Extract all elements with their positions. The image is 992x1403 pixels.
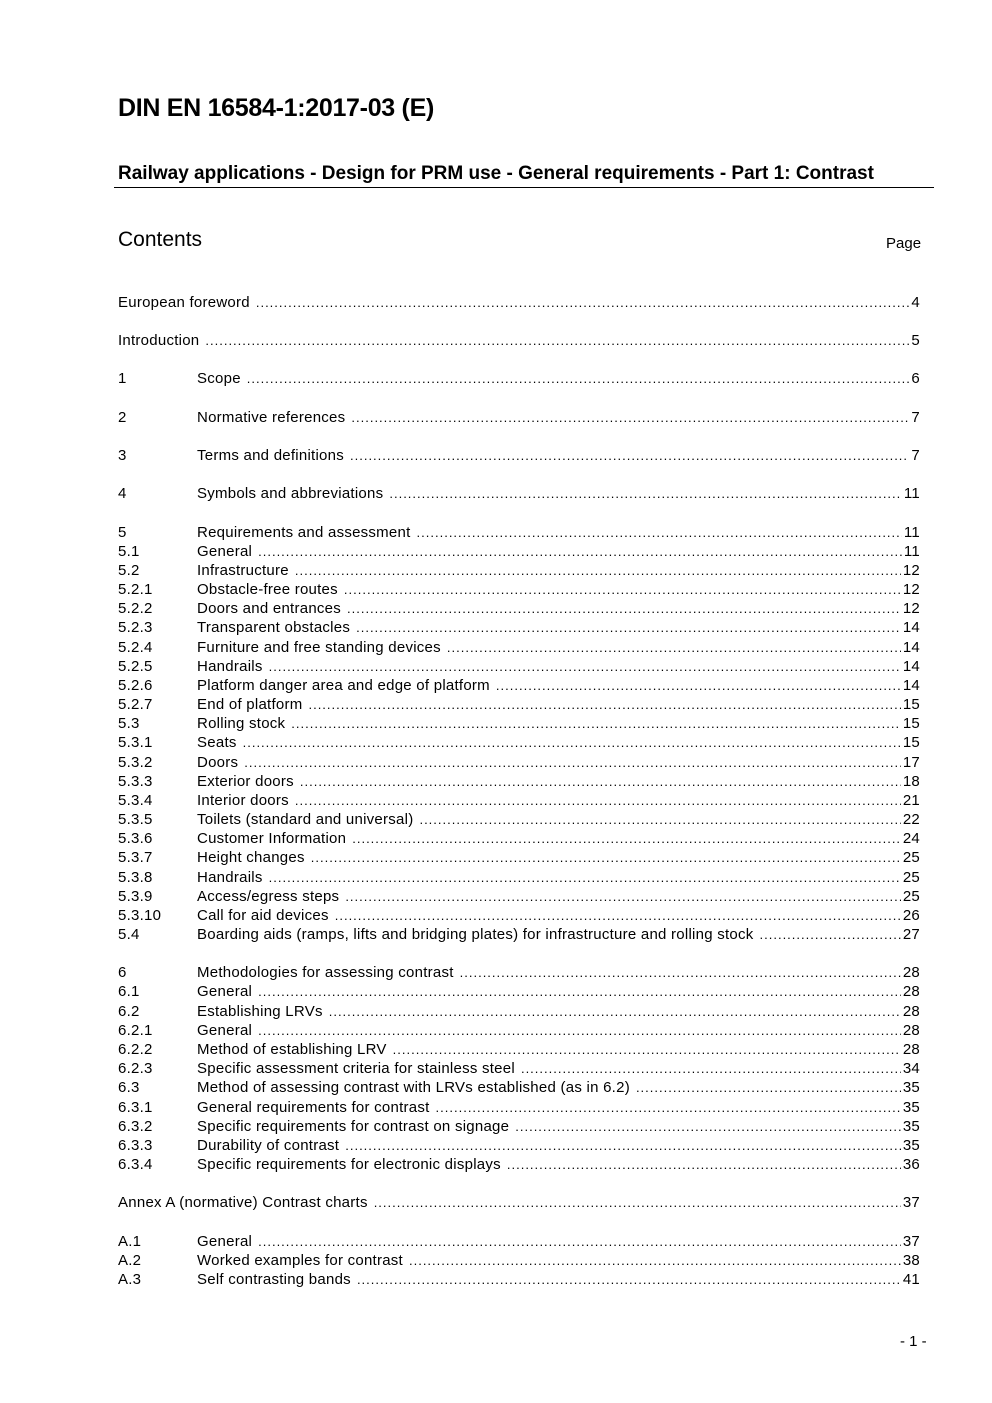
toc-entry-page: 25 [902, 869, 920, 886]
toc-entry-number: 5.2 [118, 562, 140, 579]
toc-entry[interactable] [118, 1136, 920, 1155]
toc-entry[interactable] [118, 1232, 920, 1251]
toc-entry-number: 3 [118, 447, 127, 464]
toc-dot-leader [300, 772, 901, 791]
toc-entry[interactable] [118, 293, 920, 312]
toc-dot-leader [350, 446, 909, 465]
toc-entry-title: Annex A (normative) Contrast charts [118, 1194, 368, 1211]
toc-entry[interactable] [118, 695, 920, 714]
toc-entry-title: Method of establishing LRV [197, 1041, 387, 1058]
toc-entry-number: 4 [118, 485, 127, 502]
toc-entry-page: 28 [902, 1003, 920, 1020]
toc-entry-title: Normative references [197, 409, 346, 426]
toc-entry-title: Access/egress steps [197, 888, 340, 905]
toc-entry[interactable] [118, 714, 920, 733]
toc-entry-title: General [197, 543, 253, 560]
toc-entry-page: 4 [911, 294, 920, 311]
toc-entry-number: 5.3 [118, 715, 140, 732]
toc-dot-leader [335, 906, 901, 925]
toc-entry-page: 7 [911, 447, 920, 464]
toc-entry-number: 5.3.1 [118, 734, 153, 751]
toc-entry-number: 5.2.3 [118, 619, 153, 636]
toc-entry-title: Call for aid devices [197, 907, 329, 924]
toc-entry-number: 6.2.1 [118, 1022, 153, 1039]
toc-entry-page: 38 [902, 1252, 920, 1269]
toc-entry-title: Terms and definitions [197, 447, 344, 464]
toc-entry[interactable] [118, 848, 920, 867]
toc-entry-page: 18 [902, 773, 920, 790]
toc-entry-page: 28 [902, 1022, 920, 1039]
toc-entry-page: 36 [902, 1156, 920, 1173]
toc-entry[interactable] [118, 1059, 920, 1078]
toc-entry-page: 24 [902, 830, 920, 847]
toc-entry-number: 5.2.5 [118, 658, 153, 675]
toc-entry-number: 6.2.3 [118, 1060, 153, 1077]
page-column-label: Page [886, 235, 922, 252]
toc-dot-leader [393, 1040, 901, 1059]
toc-dot-leader [295, 791, 901, 810]
toc-entry-number: 6.1 [118, 983, 140, 1000]
toc-entry-title: Toilets (standard and universal) [197, 811, 414, 828]
toc-entry-page: 17 [902, 754, 920, 771]
toc-entry-page: 12 [902, 581, 920, 598]
toc-entry-page: 11 [903, 524, 920, 541]
toc-entry[interactable] [118, 925, 920, 944]
toc-entry-page: 34 [902, 1060, 920, 1077]
toc-entry-page: 28 [902, 1041, 920, 1058]
toc-entry[interactable] [118, 906, 920, 925]
toc-entry-page: 7 [911, 409, 920, 426]
toc-dot-leader [436, 1098, 901, 1117]
toc-entry-number: 5 [118, 524, 127, 541]
toc-dot-leader [352, 829, 901, 848]
toc-entry[interactable] [118, 1155, 920, 1174]
toc-dot-leader [256, 293, 910, 312]
toc-entry-number: 6.3.3 [118, 1137, 153, 1154]
toc-dot-leader [247, 369, 910, 388]
toc-entry-title: Durability of contrast [197, 1137, 340, 1154]
toc-dot-leader [351, 408, 909, 427]
toc-dot-leader [389, 484, 902, 503]
toc-entry[interactable] [118, 676, 920, 695]
toc-dot-leader [269, 657, 901, 676]
toc-entry-page: 25 [902, 849, 920, 866]
toc-entry[interactable] [118, 1193, 920, 1212]
toc-entry-title: General [197, 983, 253, 1000]
toc-dot-leader [329, 1002, 901, 1021]
toc-dot-leader [258, 982, 901, 1001]
toc-entry-number: 6.3.2 [118, 1118, 153, 1135]
toc-entry-title: Scope [197, 370, 241, 387]
toc-entry-page: 14 [902, 639, 920, 656]
toc-dot-leader [447, 638, 901, 657]
toc-entry[interactable] [118, 1251, 920, 1270]
toc-entry-title: Worked examples for contrast [197, 1252, 403, 1269]
toc-entry-page: 6 [911, 370, 920, 387]
toc-dot-leader [295, 561, 901, 580]
toc-dot-leader [258, 1021, 901, 1040]
toc-entry-number: A.1 [118, 1233, 142, 1250]
toc-dot-leader [311, 848, 901, 867]
toc-entry[interactable] [118, 868, 920, 887]
toc-entry[interactable] [118, 638, 920, 657]
toc-entry-page: 14 [902, 619, 920, 636]
toc-dot-leader [460, 963, 901, 982]
toc-entry-page: 41 [902, 1271, 920, 1288]
contents-heading: Contents [118, 228, 203, 251]
toc-entry[interactable] [118, 542, 920, 561]
toc-entry-title: European foreword [118, 294, 250, 311]
toc-dot-leader [356, 618, 901, 637]
toc-entry-number: 5.3.2 [118, 754, 153, 771]
toc-entry-title: Interior doors [197, 792, 289, 809]
toc-entry[interactable] [118, 753, 920, 772]
toc-entry[interactable] [118, 963, 920, 982]
toc-entry-number: 5.2.4 [118, 639, 153, 656]
toc-entry[interactable] [118, 1117, 920, 1136]
toc-entry-number: 6.3.4 [118, 1156, 153, 1173]
toc-entry-page: 11 [903, 485, 920, 502]
toc-entry[interactable] [118, 982, 920, 1001]
toc-entry-title: Requirements and assessment [197, 524, 411, 541]
toc-entry-number: 5.3.5 [118, 811, 153, 828]
toc-entry-number: 5.2.1 [118, 581, 153, 598]
toc-entry-page: 14 [902, 658, 920, 675]
toc-entry-title: Handrails [197, 658, 263, 675]
toc-dot-leader [344, 580, 901, 599]
toc-entry-number: 5.3.3 [118, 773, 153, 790]
toc-entry-number: 5.3.10 [118, 907, 162, 924]
toc-entry[interactable] [118, 733, 920, 752]
toc-entry-page: 37 [902, 1194, 920, 1211]
toc-entry-page: 35 [902, 1079, 920, 1096]
toc-entry-title: Method of assessing contrast with LRVs established (as in 6.2) [197, 1079, 630, 1096]
toc-dot-leader [419, 810, 900, 829]
toc-entry[interactable] [118, 599, 920, 618]
toc-entry-title: Boarding aids (ramps, lifts and bridging plates) for infrastructure and rolling stock [197, 926, 754, 943]
toc-entry-title: Doors [197, 754, 239, 771]
toc-dot-leader [636, 1078, 901, 1097]
toc-dot-leader [521, 1059, 901, 1078]
toc-entry-number: 6.3 [118, 1079, 140, 1096]
toc-entry-number: 5.3.4 [118, 792, 153, 809]
toc-entry-number: 5.3.6 [118, 830, 153, 847]
toc-entry-page: 5 [911, 332, 920, 349]
toc-entry-page: 11 [903, 543, 920, 560]
toc-entry-title: Customer Information [197, 830, 347, 847]
toc-dot-leader [244, 753, 901, 772]
toc-dot-leader [269, 868, 901, 887]
toc-entry-title: Height changes [197, 849, 305, 866]
toc-entry-title: Transparent obstacles [197, 619, 351, 636]
toc-entry[interactable] [118, 484, 920, 503]
toc-entry[interactable] [118, 618, 920, 637]
toc-entry-number: 5.2.2 [118, 600, 153, 617]
toc-entry[interactable] [118, 408, 920, 427]
toc-dot-leader [760, 925, 901, 944]
toc-dot-leader [258, 542, 902, 561]
toc-dot-leader [507, 1155, 901, 1174]
toc-entry-number: 6.2 [118, 1003, 140, 1020]
toc-entry-number: 5.3.8 [118, 869, 153, 886]
toc-entry-page: 35 [902, 1118, 920, 1135]
toc-entry-number: 5.4 [118, 926, 140, 943]
toc-entry-page: 15 [902, 715, 920, 732]
toc-entry-page: 37 [902, 1233, 920, 1250]
toc-entry-number: A.3 [118, 1271, 142, 1288]
toc-entry[interactable] [118, 829, 920, 848]
toc-entry-title: General requirements for contrast [197, 1099, 430, 1116]
toc-entry-number: 6 [118, 964, 127, 981]
toc-entry[interactable] [118, 1021, 920, 1040]
toc-entry-title: Seats [197, 734, 237, 751]
toc-entry[interactable] [118, 580, 920, 599]
toc-entry-title: Handrails [197, 869, 263, 886]
toc-entry-page: 25 [902, 888, 920, 905]
toc-dot-leader [417, 523, 902, 542]
toc-entry-page: 22 [902, 811, 920, 828]
toc-dot-leader [291, 714, 901, 733]
toc-dot-leader [515, 1117, 901, 1136]
toc-entry-title: Specific requirements for electronic displays [197, 1156, 501, 1173]
toc-entry-title: Introduction [118, 332, 200, 349]
document-subtitle: Railway applications - Design for PRM use - General requirements - Part 1: Contrast [118, 163, 874, 184]
toc-entry-title: Infrastructure [197, 562, 289, 579]
toc-entry-page: 28 [902, 964, 920, 981]
toc-entry[interactable] [118, 523, 920, 542]
toc-entry-title: Establishing LRVs [197, 1003, 323, 1020]
toc-entry-page: 14 [902, 677, 920, 694]
toc-entry-page: 27 [902, 926, 920, 943]
toc-dot-leader [357, 1270, 901, 1289]
toc-entry-page: 26 [902, 907, 920, 924]
toc-entry-page: 15 [902, 734, 920, 751]
toc-entry[interactable] [118, 772, 920, 791]
toc-dot-leader [409, 1251, 901, 1270]
toc-entry[interactable] [118, 1078, 920, 1097]
toc-entry-title: Platform danger area and edge of platform [197, 677, 490, 694]
toc-entry[interactable] [118, 1098, 920, 1117]
toc-entry[interactable] [118, 887, 920, 906]
toc-dot-leader [345, 887, 901, 906]
toc-entry-page: 12 [902, 600, 920, 617]
toc-entry-title: End of platform [197, 696, 303, 713]
toc-entry-title: Specific requirements for contrast on signage [197, 1118, 510, 1135]
toc-entry-number: 5.1 [118, 543, 140, 560]
toc-entry[interactable] [118, 791, 920, 810]
toc-entry[interactable] [118, 810, 920, 829]
toc-dot-leader [496, 676, 901, 695]
toc-entry[interactable] [118, 1002, 920, 1021]
toc-entry[interactable] [118, 446, 920, 465]
toc-entry-title: General [197, 1233, 253, 1250]
toc-entry-title: Doors and entrances [197, 600, 341, 617]
toc-entry-title: Obstacle-free routes [197, 581, 338, 598]
toc-dot-leader [347, 599, 901, 618]
toc-entry-title: General [197, 1022, 253, 1039]
toc-entry-page: 35 [902, 1137, 920, 1154]
toc-entry-page: 15 [902, 696, 920, 713]
toc-entry-number: 2 [118, 409, 127, 426]
toc-entry-title: Furniture and free standing devices [197, 639, 441, 656]
toc-entry-title: Exterior doors [197, 773, 294, 790]
toc-entry-number: 1 [118, 370, 127, 387]
toc-entry-title: Symbols and abbreviations [197, 485, 384, 502]
toc-entry[interactable] [118, 657, 920, 676]
toc-entry[interactable] [118, 1040, 920, 1059]
toc-entry[interactable] [118, 1270, 920, 1289]
toc-entry-number: 5.3.9 [118, 888, 153, 905]
toc-entry-number: 5.2.6 [118, 677, 153, 694]
toc-entry-number: A.2 [118, 1252, 142, 1269]
toc-entry-title: Specific assessment criteria for stainless steel [197, 1060, 515, 1077]
toc-entry[interactable] [118, 369, 920, 388]
toc-entry-number: 6.2.2 [118, 1041, 153, 1058]
document-title: DIN EN 16584-1:2017-03 (E) [118, 94, 434, 122]
toc-entry-page: 12 [902, 562, 920, 579]
toc-entry-page: 35 [902, 1099, 920, 1116]
toc-entry-title: Methodologies for assessing contrast [197, 964, 454, 981]
toc-entry-title: Self contrasting bands [197, 1271, 351, 1288]
toc-dot-leader [374, 1193, 901, 1212]
toc-dot-leader [345, 1136, 901, 1155]
toc-entry-title: Rolling stock [197, 715, 286, 732]
toc-entry-page: 28 [902, 983, 920, 1000]
toc-dot-leader [258, 1232, 901, 1251]
toc-dot-leader [308, 695, 900, 714]
toc-entry-number: 5.2.7 [118, 696, 153, 713]
toc-entry[interactable] [118, 561, 920, 580]
toc-entry-number: 6.3.1 [118, 1099, 153, 1116]
page-number: - 1 - [900, 1333, 927, 1350]
toc-entry[interactable] [118, 331, 920, 350]
toc-dot-leader [205, 331, 909, 350]
toc-entry-page: 21 [902, 792, 920, 809]
toc-dot-leader [243, 733, 901, 752]
toc-entry-number: 5.3.7 [118, 849, 153, 866]
